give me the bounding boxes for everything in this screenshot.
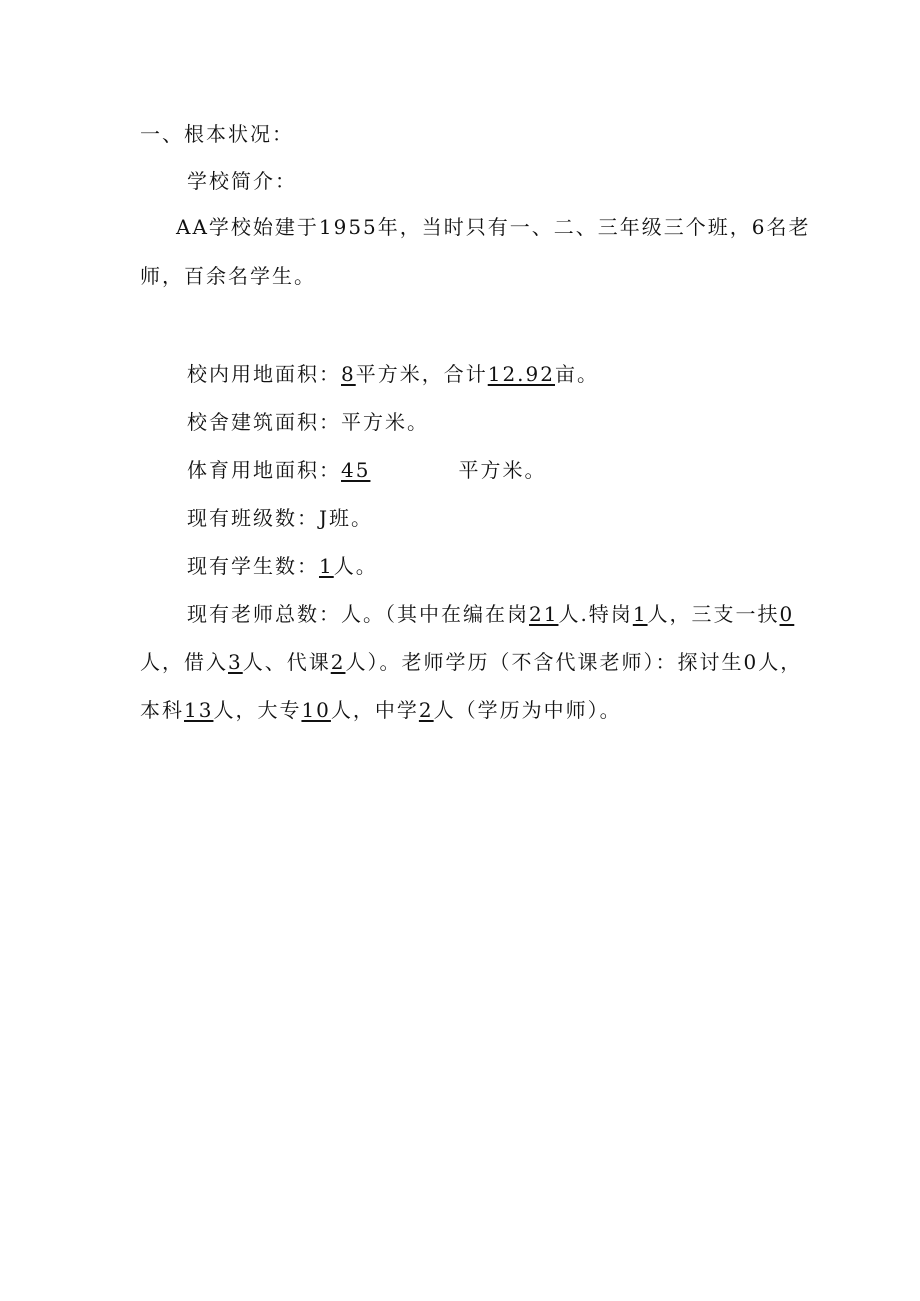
land-area-value: 8 [341, 362, 356, 386]
teachers-line-3: 本科13人，大专10人，中学2人（学历为中师）。 [140, 698, 622, 722]
teachers-high-school-value: 2 [418, 698, 434, 722]
teachers-substitute-value: 2 [330, 650, 346, 674]
teachers-line-1: 现有老师总数：人。（其中在编在岗21人.特岗1人，三支一扶0 [187, 602, 795, 626]
teachers-line-2: 人，借入3人、代课2人）。老师学历（不含代课老师）：探讨生0人， [140, 650, 803, 674]
sports-area-value: 45 [341, 458, 371, 482]
classes-line: 现有班级数：J班。 [187, 506, 374, 530]
teachers-college-value: 10 [301, 698, 331, 722]
teachers-bachelor-value: 13 [184, 698, 214, 722]
teachers-special-value: 1 [632, 602, 648, 626]
teachers-borrowed-value: 3 [228, 650, 243, 674]
intro-paragraph-line-1: AA学校始建于1955年，当时只有一、二、三年级三个班，6名老 [176, 215, 811, 239]
teachers-on-post-value: 21 [529, 602, 559, 626]
intro-heading: 学校简介： [187, 169, 297, 193]
building-area-line: 校舍建筑面积：平方米。 [187, 410, 429, 434]
students-value: 1 [319, 554, 334, 578]
section-heading: 一、根本状况： [140, 122, 294, 146]
intro-paragraph-line-2: 师，百余名学生。 [140, 264, 316, 288]
students-line: 现有学生数：1人。 [187, 554, 378, 578]
land-area-mu-value: 12.92 [487, 362, 555, 386]
land-area-line: 校内用地面积：8平方米，合计12.92亩。 [187, 362, 599, 386]
sports-area-line: 体育用地面积：45 平方米。 [187, 458, 547, 482]
teachers-three-support-value: 0 [779, 602, 795, 626]
